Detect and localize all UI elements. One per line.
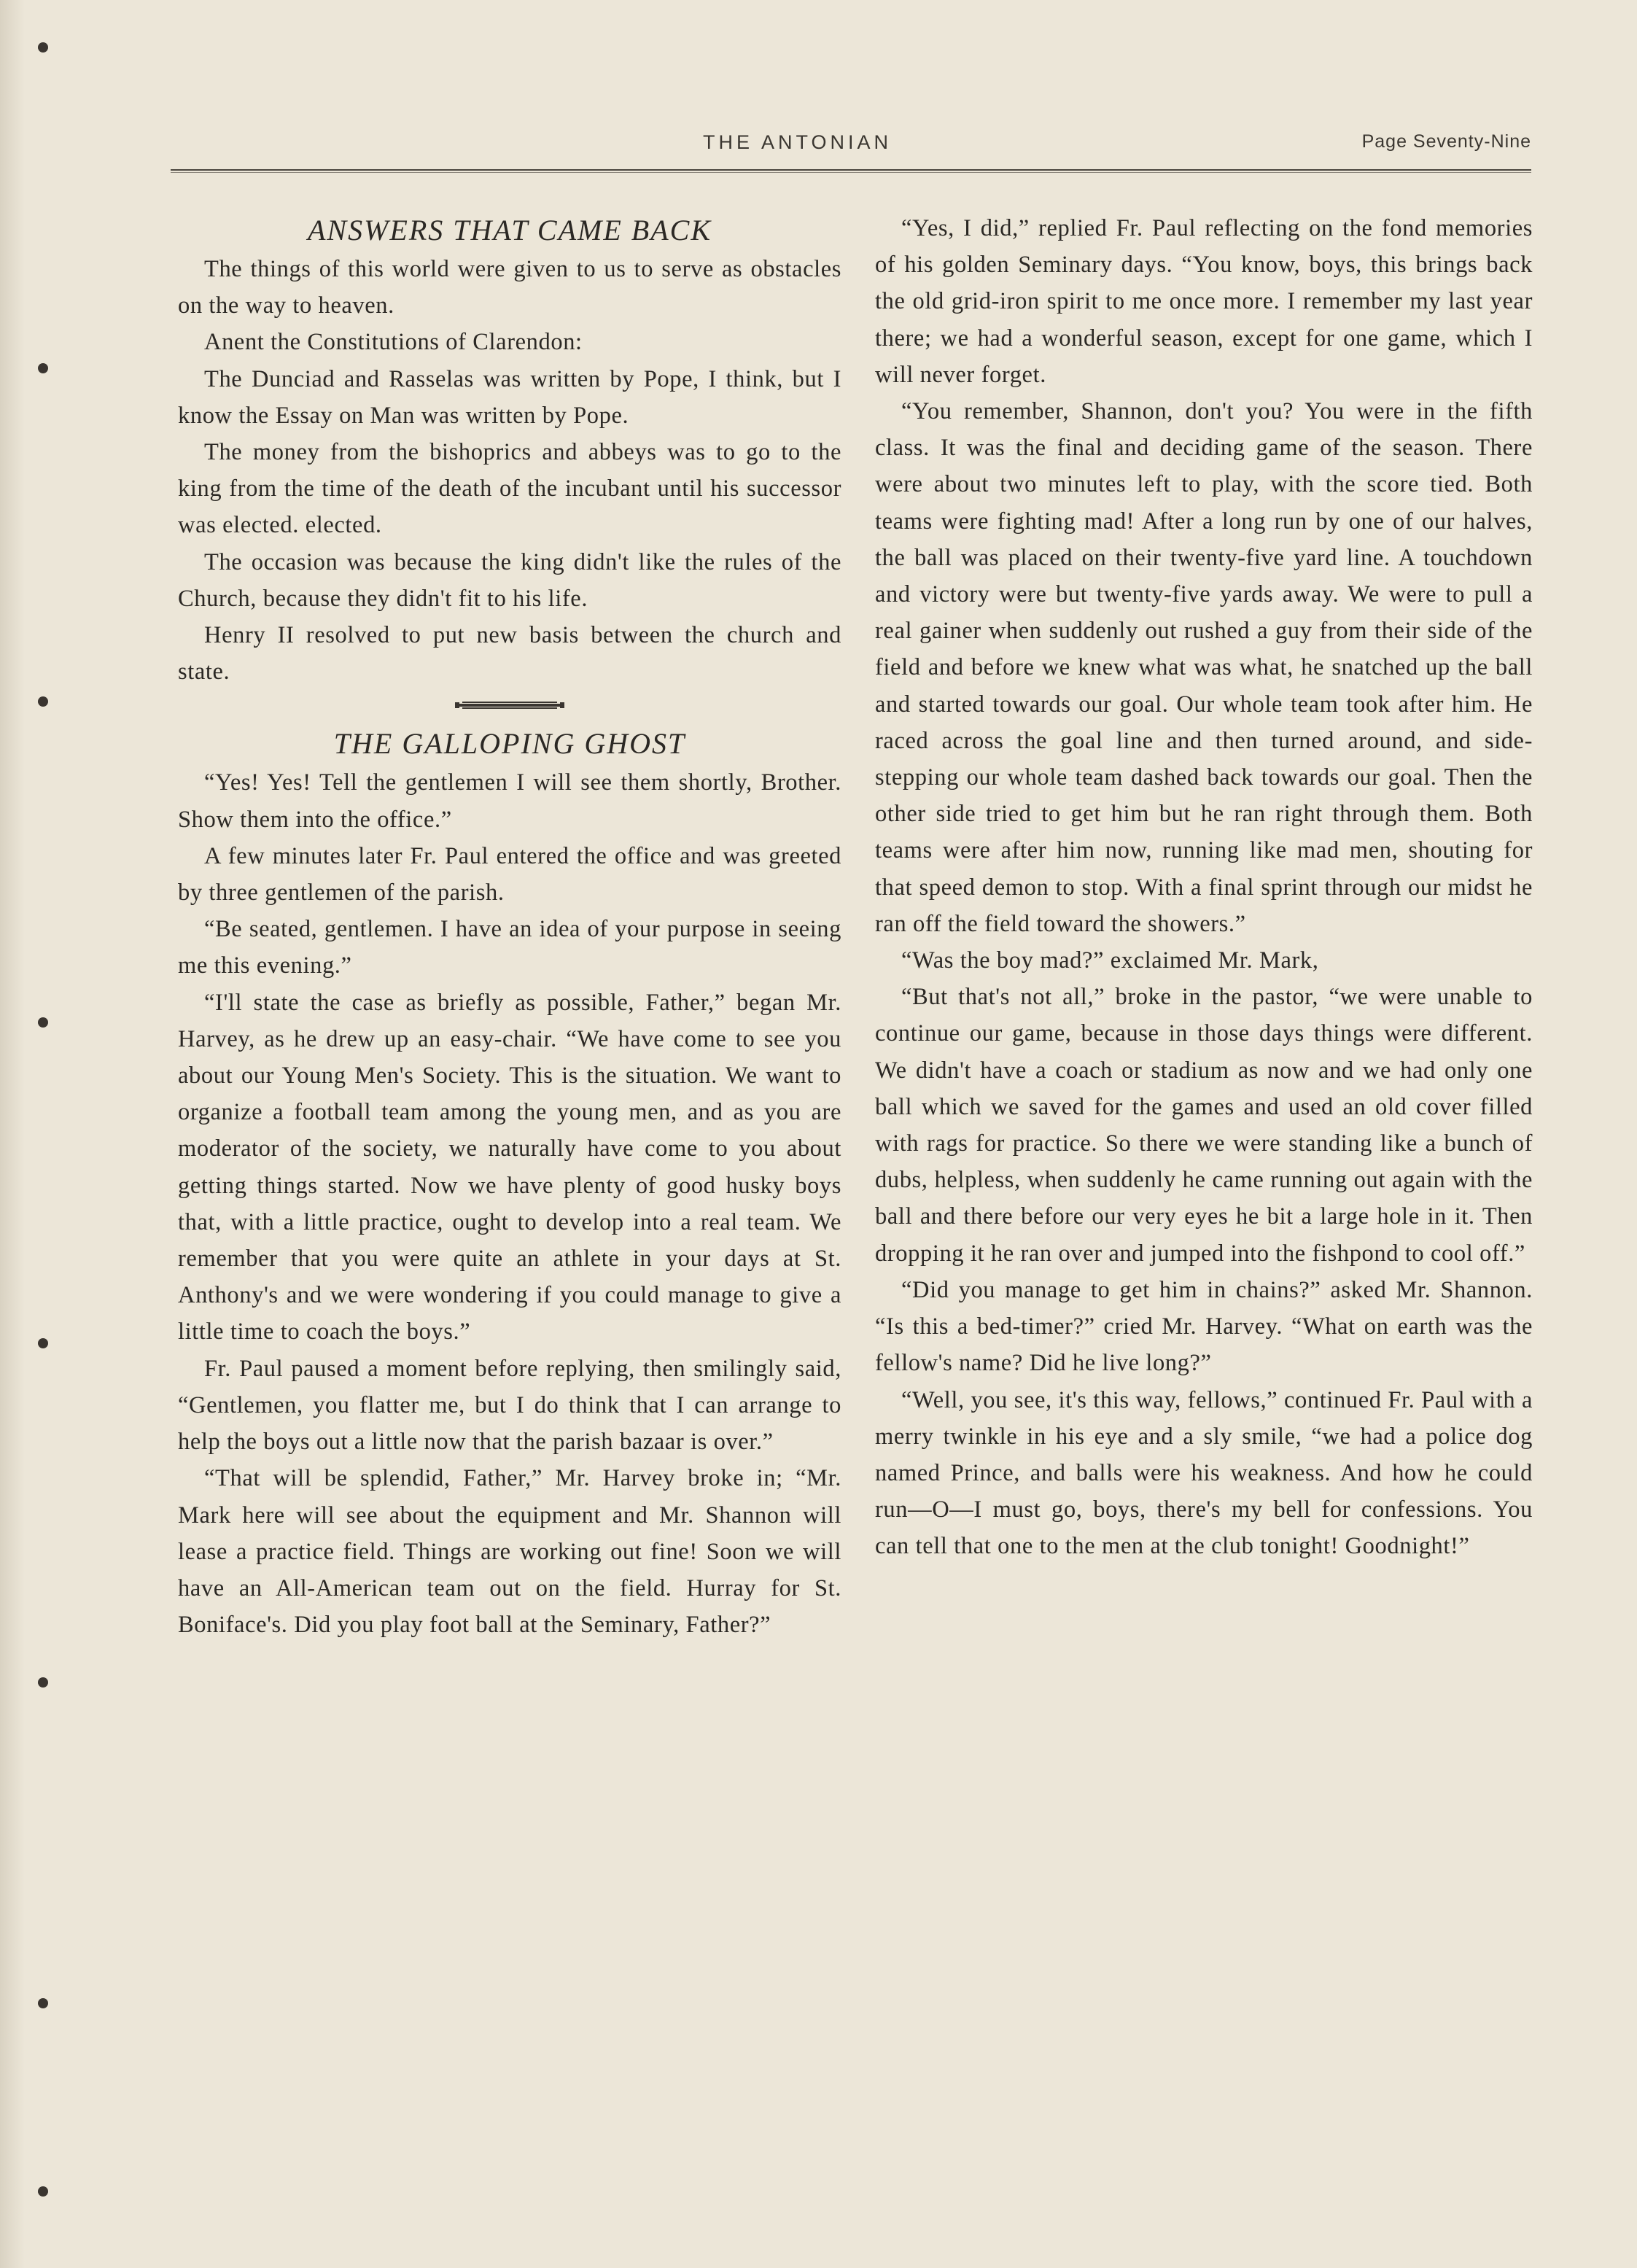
paragraph: “I'll state the case as briefly as possible, Father,” began Mr. Harvey, as he drew up an easy-chair. “We have come to see you about our Young Men's Society. This is the situation. We want to organize a football team among the young men, and as you are moderator of the society, we naturally have come to you about getting things started. Now we have plenty of good husky boys that, with a little practice, ought to develop into a real team. We remember that you were quite an athlete in your days at St. Anthony's and we were wondering if you could manage to give a little time to coach the boys.”	[178, 989, 841, 1345]
binding-hole	[38, 1338, 48, 1348]
binding-hole	[38, 1677, 48, 1688]
binding-hole	[38, 2186, 48, 2197]
binding-hole	[38, 42, 48, 53]
paragraph: “Did you manage to get him in chains?” asked Mr. Shannon. “Is this a bed-timer?” cried Mr. Harvey. “What on earth was the fellow's name? Did he live long?”	[875, 1276, 1533, 1377]
paragraph: The money from the bishoprics and abbeys was to go to the king from the time of the death of the incubant until his successor was elected. elected.	[178, 439, 841, 539]
paragraph: A few minutes later Fr. Paul entered the office and was greeted by three gentlemen of the parish.	[178, 842, 841, 906]
section-divider-ornament	[455, 700, 564, 710]
page-binding-shadow	[0, 0, 25, 2268]
paragraph: “Yes, I did,” replied Fr. Paul reflecting on the fond memories of his golden Seminary days. “You know, boys, this brings back the old grid-iron spirit to me once more. I remember my last year there; we had a wonderful season, except for one game, which I will never forget.	[875, 215, 1533, 388]
paragraph: The Dunciad and Rasselas was written by Pope, I think, but I know the Essay on Man was written by Pope.	[178, 365, 841, 429]
paragraph: “Well, you see, it's this way, fellows,” continued Fr. Paul with a merry twinkle in his eye and a sly smile, “we had a police dog named Prince, and balls were his weakness. And how he could run—O—I must go, boys, there's my bell for confessions. You can tell that one to the men at the club tonight! Goodnight!”	[875, 1386, 1533, 1560]
running-title: THE ANTONIAN	[703, 131, 893, 153]
paragraph: “That will be splendid, Father,” Mr. Harvey broke in; “Mr. Mark here will see about the equipment and Mr. Shannon will lease a practice field. Things are working out fine! Soon we will have an All-American team out on the field. Hurray for St. Boniface's. Did you play foot ball at the Seminary, Father?”	[178, 1465, 841, 1639]
paragraph: “Was the boy mad?” exclaimed Mr. Mark,	[901, 947, 1319, 974]
page-number: Page Seventy-Nine	[1361, 131, 1531, 152]
binding-hole	[38, 1998, 48, 2008]
page-header	[171, 128, 1531, 165]
paragraph: Fr. Paul paused a moment before replying, then smilingly said, “Gentlemen, you flatter me, but I do think that I can arrange to help the boys out a little now that the parish bazaar is over.”	[178, 1355, 841, 1456]
paragraph: “You remember, Shannon, don't you? You were in the fifth class. It was the final and deciding game of the season. There were about two minutes left to play, with the score tied. Both teams were fighting mad! After a long run by one of our halves, the ball was placed on their twenty-five yard line. A touchdown and victory were but twenty-five yards away. We were to pull a real gainer when suddenly out rushed a guy from their side of the field and before we knew what was what, he snatched up the ball and started towards our goal. Our whole team took after him. He raced across the goal line and then turned around, and side-stepping our whole team dashed back towards our goal. Then the other side tried to get him but he ran right through them. Both teams were after him now, running like mad men, shouting for that speed demon to stop. With a final sprint through our midst he ran off the field toward the showers.”	[875, 398, 1533, 937]
paragraph: “But that's not all,” broke in the pastor, “we were unable to continue our game, because in those days things were different. We didn't have a coach or stadium as now and we had only one ball which we saved for the games and used an old cover filled with rags for practice. So there we were standing like a bunch of dubs, helpless, when suddenly he came running out again with the ball and there before our very eyes he bit a large hole in it. Then dropping it he ran over and jumped into the fishpond to cool off.”	[875, 984, 1533, 1267]
paragraph: “Be seated, gentlemen. I have an idea of your purpose in seeing me this evening.”	[178, 916, 841, 979]
right-column	[875, 210, 1533, 1565]
paragraph: Henry II resolved to put new basis between the church and state.	[178, 622, 841, 686]
binding-hole	[38, 1017, 48, 1028]
section-title-galloping-ghost: THE GALLOPING GHOST	[333, 727, 686, 761]
binding-hole	[38, 363, 48, 373]
paragraph: The occasion was because the king didn't like the rules of the Church, because they didn't fit to his life.	[178, 548, 841, 612]
binding-hole	[38, 696, 48, 707]
paragraph: Anent the Constitutions of Clarendon:	[204, 329, 583, 356]
section-title-answers: ANSWERS THAT CAME BACK	[308, 214, 712, 246]
header-rule	[171, 169, 1531, 173]
paragraph: “Yes! Yes! Tell the gentlemen I will see them shortly, Brother. Show them into the office.”	[178, 769, 841, 833]
paragraph: The things of this world were given to us to serve as obstacles on the way to heaven.	[178, 256, 841, 319]
left-column	[178, 210, 841, 1643]
